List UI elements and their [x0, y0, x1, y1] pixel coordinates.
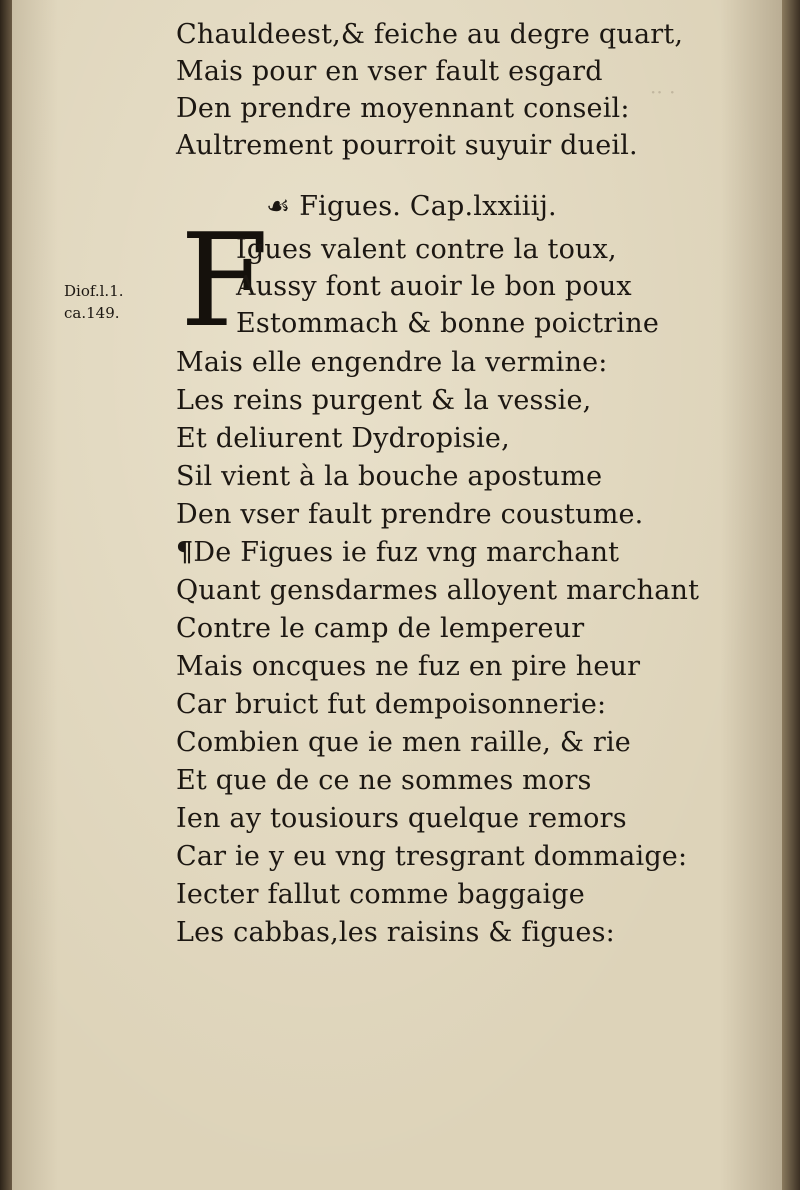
verse-line: Contre le camp de lempereur — [176, 613, 585, 644]
verse-line-pilcrow — [176, 536, 619, 570]
verse-line: Sil vient à la bouche apostume — [176, 461, 603, 492]
verse-line: Den vser fault prendre coustume. — [176, 499, 644, 530]
verse-line: Aussy font auoir le bon poux — [236, 271, 632, 302]
verse-line: Les cabbas,les raisins & figues: — [176, 917, 615, 948]
verse-line: Estommach & bonne poictrine — [236, 308, 660, 339]
verse-line: Iecter fallut comme baggaige — [176, 879, 585, 910]
ornament-icon: ☙ — [266, 191, 291, 222]
verse-line: Et deliurent Dydropisie, — [176, 423, 510, 454]
verse-line: Ien ay tousiours quelque remors — [176, 803, 627, 834]
chapter-title: Figues. Cap.lxxiiij. — [299, 191, 557, 222]
verse-line: Mais oncques ne fuz en pire heur — [176, 651, 641, 682]
verse-line: Igues valent contre la toux, — [236, 234, 617, 265]
verse-line: Car ie y eu vng tresgrant dommaige: — [176, 841, 688, 872]
verse-line: Les reins purgent & la vessie, — [176, 385, 592, 416]
verse-line: Chauldeest,& feiche au degre quart, — [176, 19, 684, 50]
verse-line: Et que de ce ne sommes mors — [176, 765, 592, 796]
verse-line: Den prendre moyennant conseil: — [176, 93, 630, 124]
verse-line: Mais elle engendre la vermine: — [176, 347, 608, 378]
margin-note — [64, 280, 124, 324]
pilcrow-icon: ¶ — [176, 537, 194, 568]
book-gutter — [0, 0, 12, 1190]
page-edge — [782, 0, 800, 1190]
show-through: ·· · — [650, 80, 676, 104]
chapter-heading — [266, 190, 557, 224]
verse-line: Car bruict fut dempoisonnerie: — [176, 689, 607, 720]
drop-cap: F — [180, 207, 269, 356]
margin-note-line: Diof.l.1. — [64, 282, 124, 300]
verse-line: Quant gensdarmes alloyent marchant — [176, 575, 700, 606]
verse-line: Combien que ie men raille, & rie — [176, 727, 631, 758]
margin-note-line: ca.149. — [64, 304, 120, 322]
verse-line: Mais pour en vser fault esgard — [176, 56, 603, 87]
verse-line-text: De Figues ie fuz vng marchant — [193, 537, 620, 568]
verse-line: Aultrement pourroit suyuir dueil. — [176, 130, 638, 161]
